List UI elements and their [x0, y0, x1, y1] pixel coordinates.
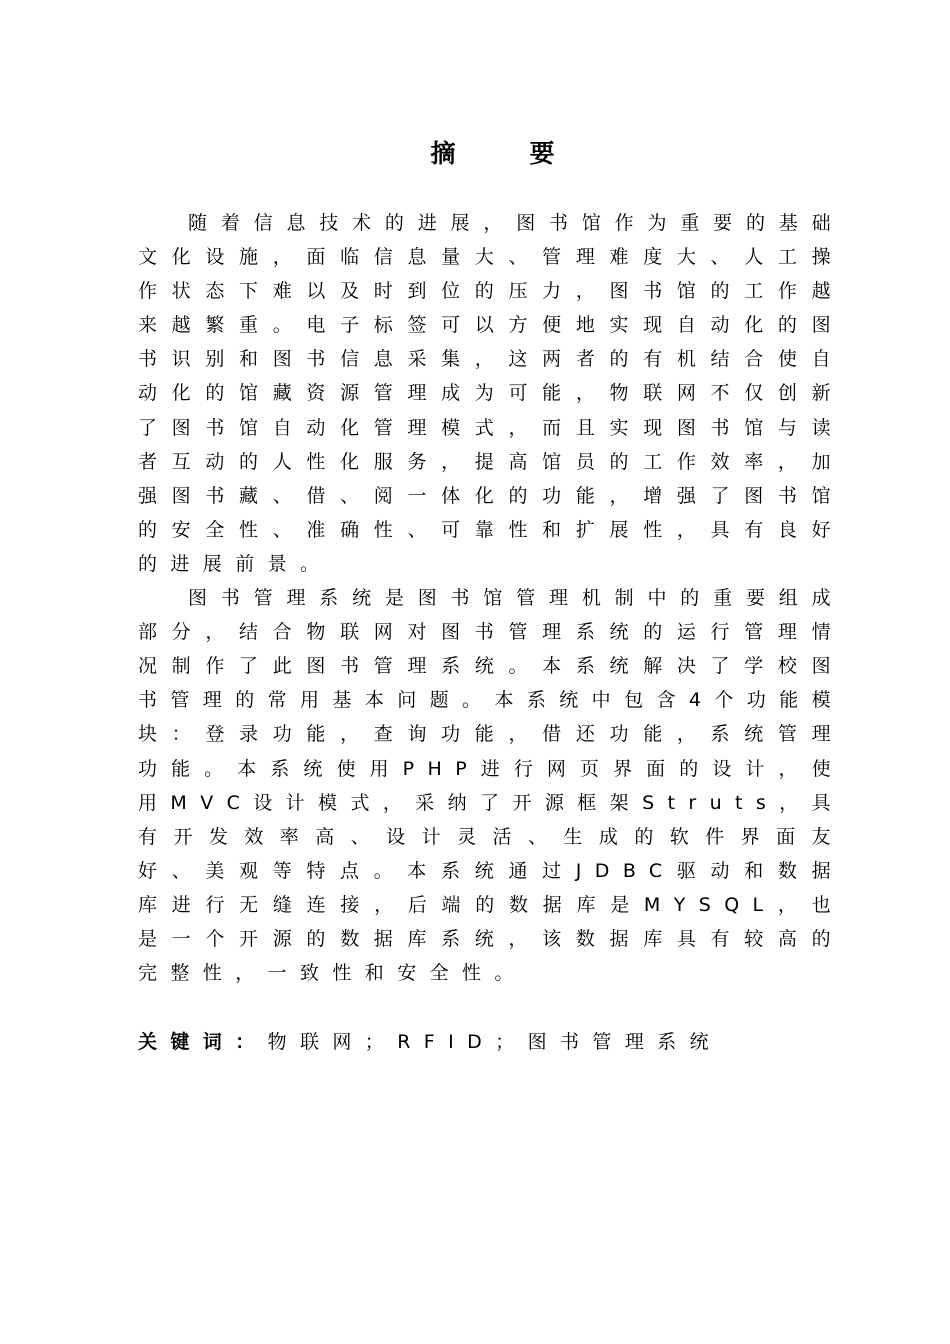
abstract-title [0, 136, 950, 172]
abstract-body [138, 206, 844, 990]
keywords-value: 物联网；RFID；图书管理系统 [267, 1031, 722, 1053]
abstract-paragraph-1: 随着信息技术的进展，图书馆作为重要的基础文化设施，面临信息量大、管理难度大、人工操作状态下难以及时到位的压力，图书馆的工作越来越繁重。电子标签可以方便地实现自动化的图书识别和图书信息采集，这两者的有机结合使自动化的馆藏资源管理成为可能，物联网不仅创新了图书馆自动化管理模式，而且实现图书馆与读者互动的人性化服务，提高馆员的工作效率，加强图书藏、借、阅一体化的功能，增强了图书馆的安全性、准确性、可靠性和扩展性，具有良好的进展前景。 [138, 212, 844, 575]
keywords-line [138, 1025, 844, 1059]
keywords-label: 关键词： [138, 1031, 268, 1053]
abstract-title-char-2: 要 [529, 139, 555, 168]
abstract-title-char-1: 摘 [430, 139, 456, 168]
abstract-paragraph-2: 图书管理系统是图书馆管理机制中的重要组成部分，结合物联网对图书管理系统的运行管理情况制作了此图书管理系统。本系统解决了学校图书管理的常用基本问题。本系统中包含4个功能模块：登录功能，查询功能，借还功能，系统管理功能。本系统使用PHP进行网页界面的设计，使用MVC设计模式，采纳了开源框架Struts，具有开发效率高、设计灵活、生成的软件界面友好、美观等特点。本系统通过JDBC驱动和数据库进行无缝连接，后端的数据库是MYSQL，也是一个开源的数据库系统，该数据库具有较高的完整性，一致性和安全性。 [138, 587, 844, 985]
